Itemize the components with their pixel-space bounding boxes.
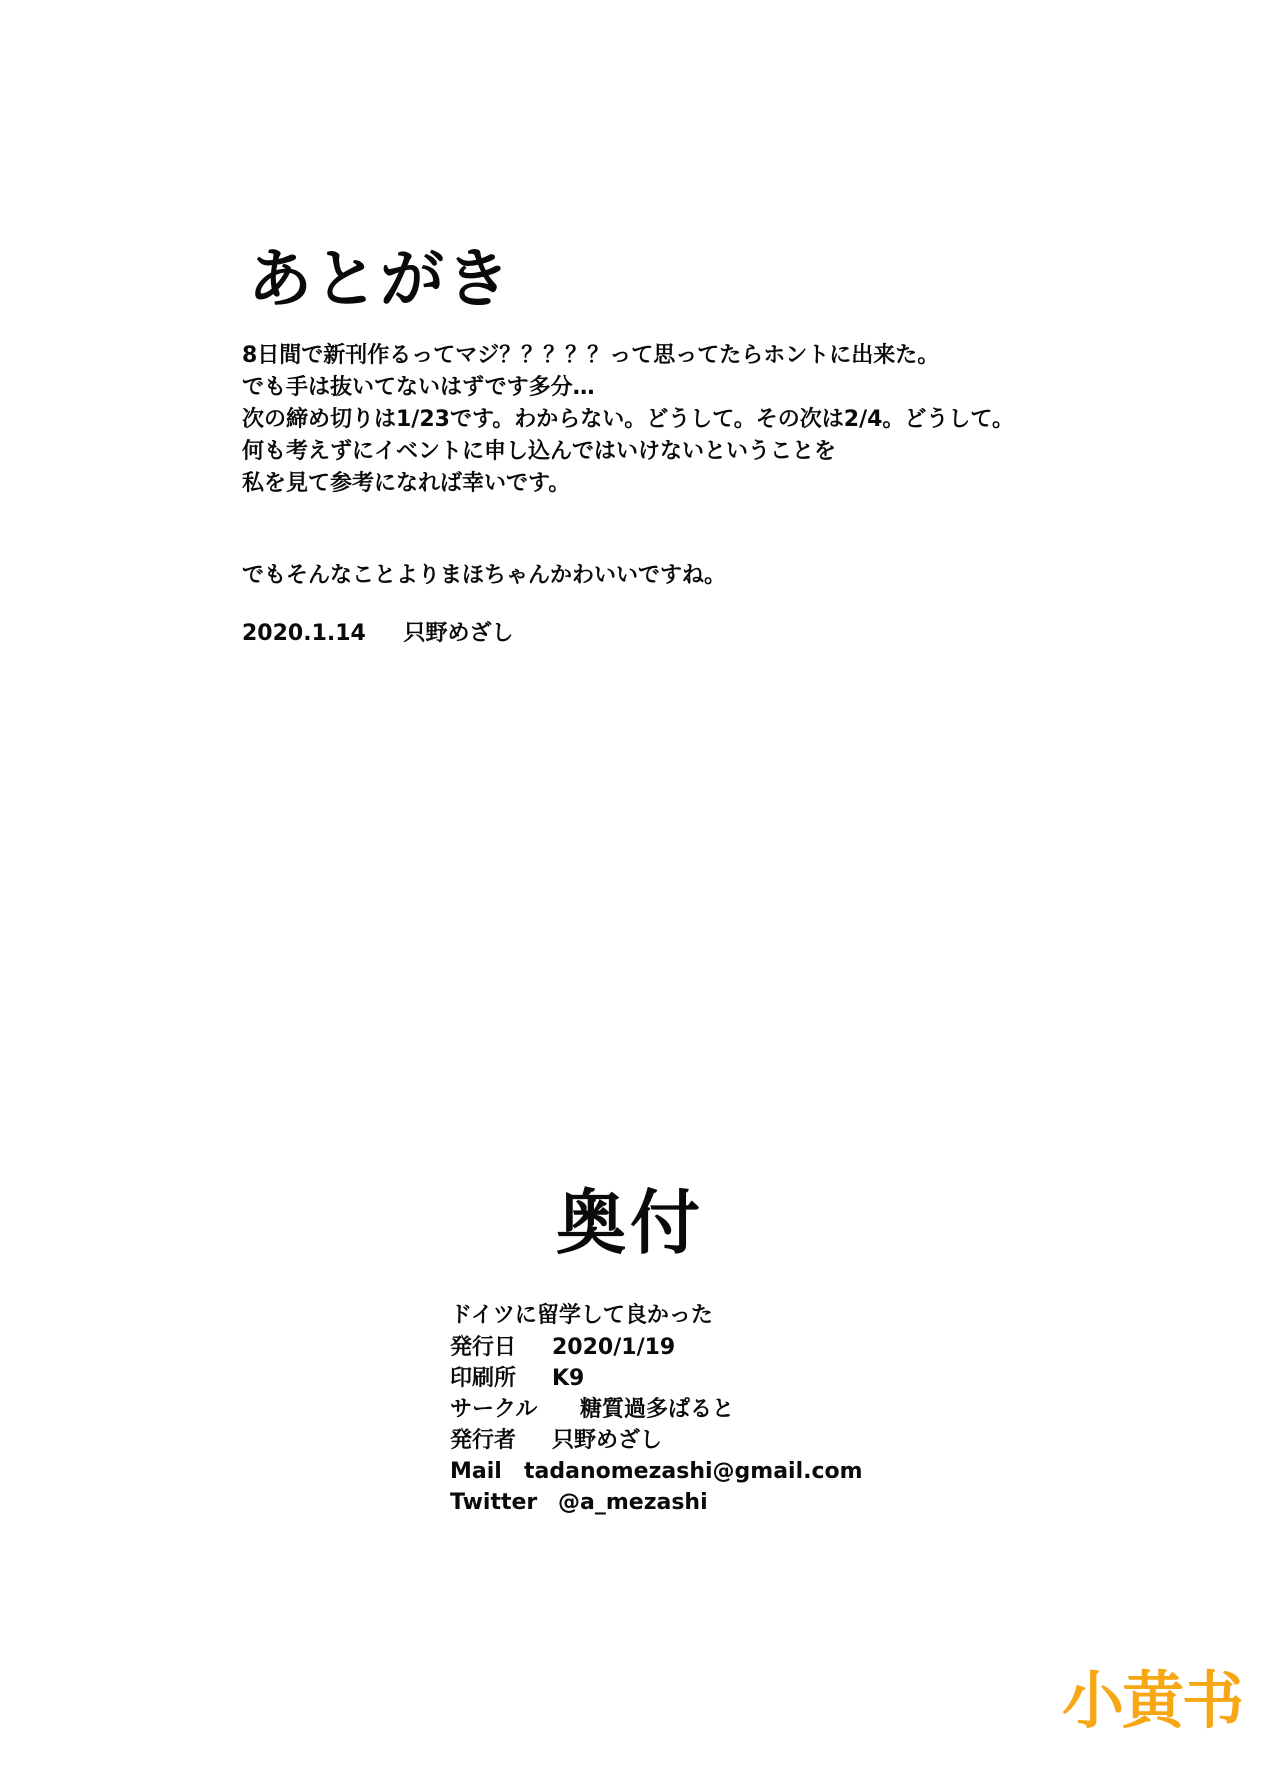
watermark-logo: 小黄书 bbox=[1062, 1664, 1243, 1737]
colophon-row-printer bbox=[450, 1363, 863, 1394]
afterword-line: でも手は抜いてないはずです多分… bbox=[242, 375, 595, 400]
colophon-mail-value: tadanomezashi@gmail.com bbox=[524, 1459, 863, 1484]
colophon-twitter-value: @a_mezashi bbox=[558, 1490, 708, 1515]
colophon-title: 奥付 bbox=[556, 1182, 704, 1264]
afterword-line: 8日間で新刊作るってマジ？？？？？って思ってたらホントに出来た。 bbox=[242, 343, 940, 368]
colophon-label: 印刷所 bbox=[450, 1366, 517, 1391]
colophon-label: Mail bbox=[450, 1459, 502, 1484]
colophon-row-publisher bbox=[450, 1425, 863, 1456]
afterword-body bbox=[242, 340, 1242, 500]
signature-date: 2020.1.14 bbox=[242, 621, 366, 646]
colophon-row-publish-date bbox=[450, 1332, 863, 1363]
colophon-row-twitter bbox=[450, 1487, 863, 1518]
colophon-value: 2020/1/19 bbox=[552, 1335, 676, 1360]
colophon-label: 発行者 bbox=[450, 1428, 517, 1453]
colophon-value: 只野めざし bbox=[552, 1428, 663, 1453]
afterword-signature bbox=[242, 618, 514, 650]
afterword-title: あとがき bbox=[248, 242, 512, 317]
colophon-book-title: ドイツに留学して良かった bbox=[450, 1303, 713, 1328]
colophon-list bbox=[450, 1332, 863, 1518]
signature-name: 只野めざし bbox=[403, 621, 514, 646]
colophon-label: サークル bbox=[450, 1397, 538, 1422]
colophon-label: Twitter bbox=[450, 1490, 538, 1515]
colophon-row-circle bbox=[450, 1394, 863, 1425]
afterword-line: 次の締め切りは1/23です。わからない。どうして。その次は2/4。どうして。 bbox=[242, 407, 1014, 432]
afterword-line: 何も考えずにイベントに申し込んではいけないということを bbox=[242, 439, 837, 464]
colophon-value: K9 bbox=[552, 1366, 585, 1391]
colophon-label: 発行日 bbox=[450, 1335, 517, 1360]
colophon-row-mail bbox=[450, 1456, 863, 1487]
afterword-closing: でもそんなことよりまほちゃんかわいいですね。 bbox=[242, 563, 727, 588]
colophon-value: 糖質過多ぱると bbox=[580, 1397, 735, 1422]
afterword-line: 私を見て参考になれば幸いです。 bbox=[242, 471, 571, 496]
